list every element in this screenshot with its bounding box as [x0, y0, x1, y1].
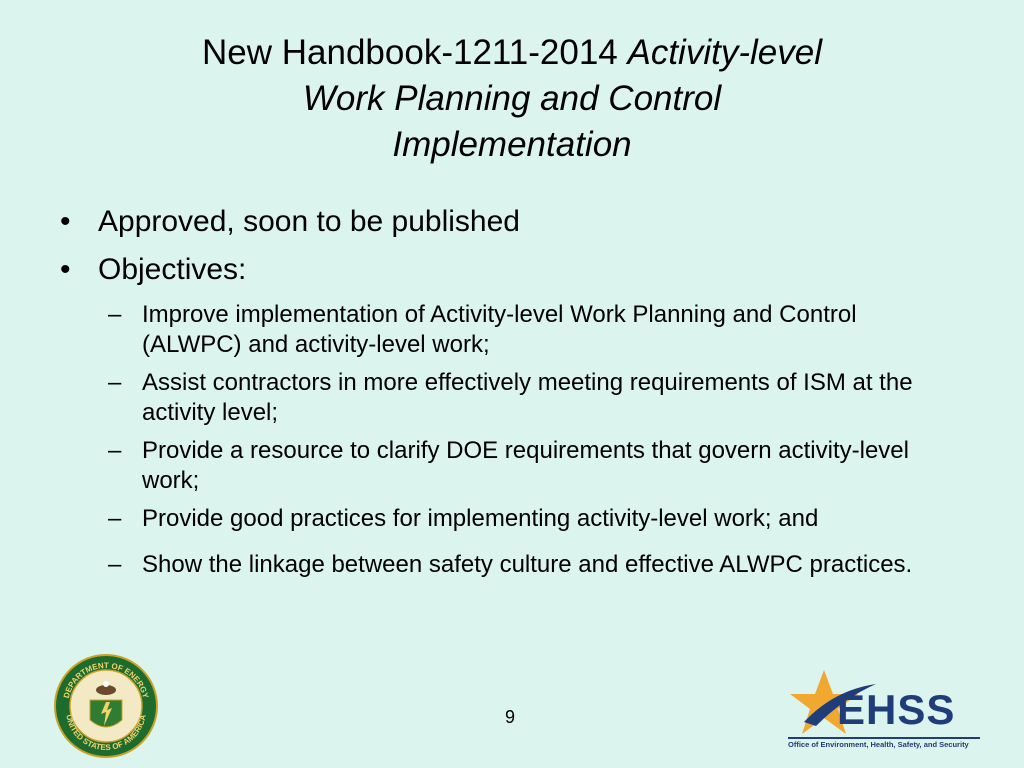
- bullet-mark: •: [60, 253, 71, 286]
- seal-text-bottom: UNITED STATES OF AMERICA: [64, 713, 148, 753]
- title-line-2: Work Planning and Control: [302, 79, 722, 118]
- title-line-1: [100, 30, 924, 76]
- bullet-text: Objectives:: [98, 253, 247, 286]
- bullet-item: [60, 252, 960, 288]
- sub-bullet-text: Improve implementation of Activity-level Work Planning and Control (ALWPC) and activity-level work;: [142, 301, 857, 358]
- title-line-3: Implementation: [392, 125, 632, 164]
- sub-bullet-text: Show the linkage between safety culture and effective ALWPC practices.: [142, 551, 913, 578]
- sub-bullet-mark: –: [108, 301, 122, 328]
- page-number: 9: [504, 707, 515, 727]
- bullet-item: [60, 204, 960, 240]
- bullet-text: Approved, soon to be published: [98, 205, 520, 238]
- title-italic: Activity-level: [627, 33, 822, 72]
- ehss-wordmark: EHSS: [837, 686, 956, 733]
- slide-body: [60, 204, 960, 596]
- sub-bullet-item: [108, 542, 958, 588]
- sub-bullet-mark: –: [108, 505, 122, 532]
- sub-bullet-text: Provide a resource to clarify DOE requirements that govern activity-level work;: [142, 437, 909, 494]
- seal-text-top: DEPARTMENT OF ENERGY: [61, 660, 151, 700]
- bullet-mark: •: [60, 205, 71, 238]
- sub-bullet-mark: –: [108, 369, 122, 396]
- ehss-tagline: Office of Environment, Health, Safety, and Security: [788, 740, 969, 749]
- sub-bullet-mark: –: [108, 551, 122, 578]
- sub-bullet-text: Provide good practices for implementing activity-level work; and: [142, 505, 819, 532]
- title-plain: New Handbook-1211-2014: [202, 33, 628, 72]
- sub-bullet-item: [108, 436, 958, 496]
- sub-bullet-item: [108, 368, 958, 428]
- sub-bullet-item: [108, 300, 958, 360]
- slide-title: [100, 30, 924, 168]
- sub-bullet-text: Assist contractors in more effectively meeting requirements of ISM at the activity level;: [142, 369, 913, 426]
- sub-bullet-mark: –: [108, 437, 122, 464]
- sub-bullet-item: [108, 504, 958, 534]
- doe-seal-logo: [54, 654, 158, 758]
